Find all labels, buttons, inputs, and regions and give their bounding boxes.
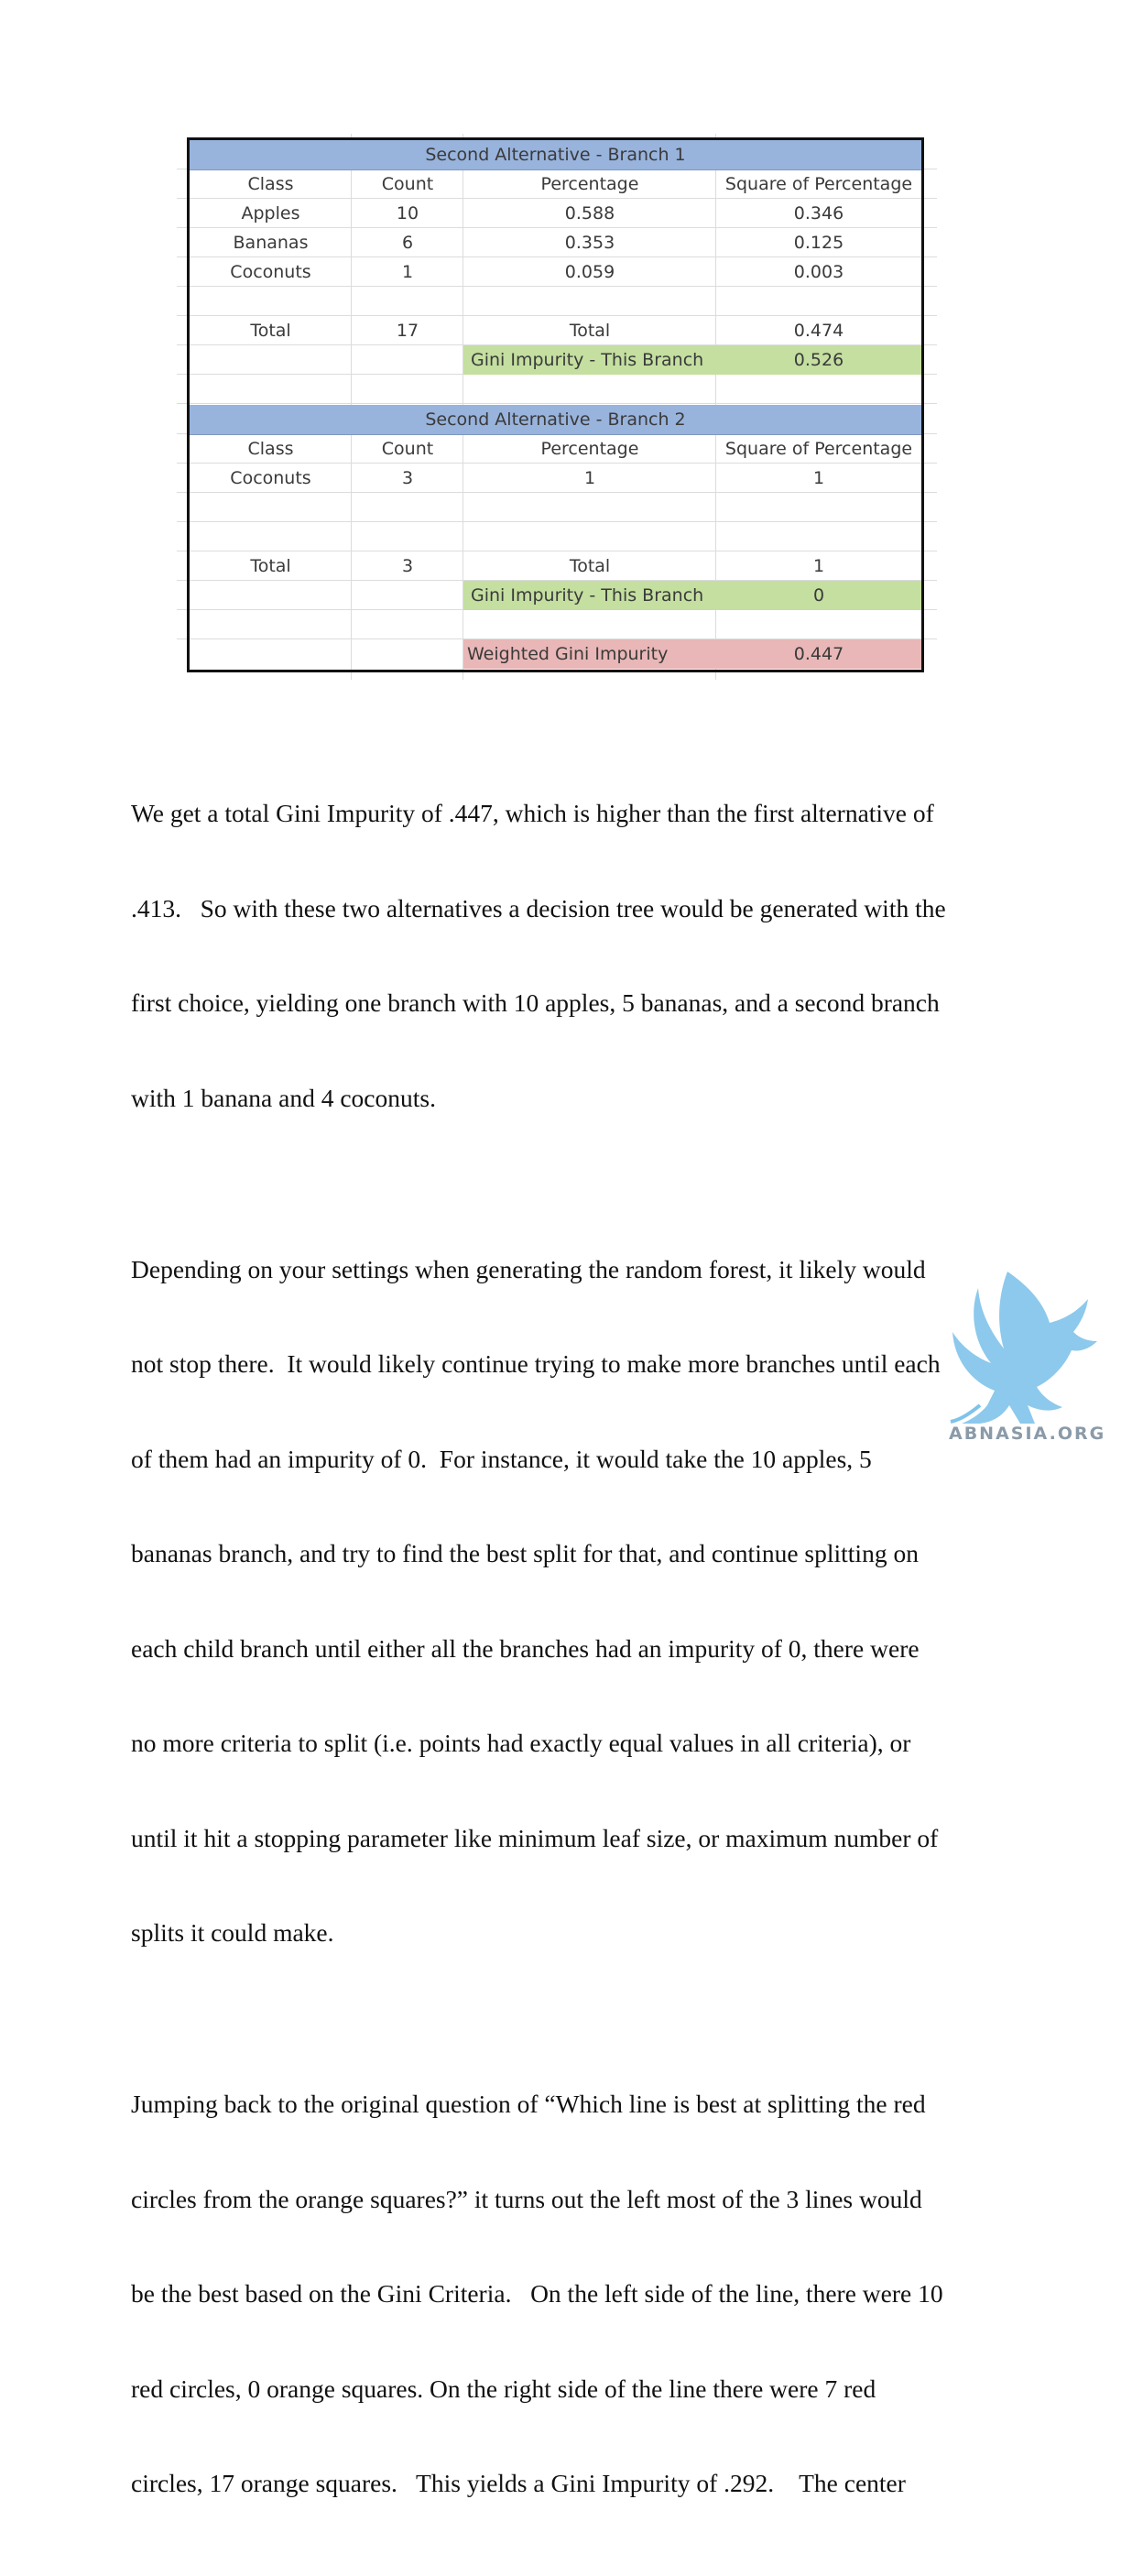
gini-value: 0 (716, 581, 921, 610)
header-percentage: Percentage (540, 174, 639, 194)
class-cell: Coconuts (230, 468, 311, 488)
gini-label: Gini Impurity - This Branch (463, 345, 716, 375)
paragraph (131, 2025, 992, 2563)
header-class: Class (247, 439, 294, 459)
total-label: Total (250, 321, 291, 341)
paragraph (131, 1191, 992, 2013)
text-line: not stop there. It would likely continue trying to make more branches until each (131, 1349, 941, 1378)
header-square: Square of Percentage (724, 439, 913, 459)
branch1-title: Second Alternative - Branch 1 (190, 140, 921, 170)
count-cell: 3 (401, 468, 414, 488)
header-percentage: Percentage (540, 439, 639, 459)
total-label: Total (250, 556, 291, 576)
text-line: Depending on your settings when generating the random forest, it likely would (131, 1254, 926, 1283)
text-line: no more criteria to split (i.e. points had exactly equal values in all criteria), or (131, 1729, 911, 1757)
watermark-text: ABNASIA.ORG (949, 1424, 1106, 1444)
count-cell: 1 (401, 262, 414, 282)
percentage-cell: 1 (583, 468, 596, 488)
square-cell: 0.003 (793, 262, 844, 282)
text-line: red circles, 0 orange squares. On the right side of the line there were 7 red (131, 2374, 876, 2403)
text-line: of them had an impurity of 0. For instance, it would take the 10 apples, 5 (131, 1444, 872, 1473)
body-text (131, 735, 992, 2576)
total-count: 17 (396, 321, 419, 341)
text-line: each child branch until either all the branches had an impurity of 0, there were (131, 1633, 920, 1663)
text-line: until it hit a stopping parameter like minimum leaf size, or maximum number of (131, 1823, 939, 1852)
text-line: circles, 17 orange squares. This yields a Gini Impurity of .292. The center (131, 2469, 906, 2497)
count-cell: 6 (401, 233, 414, 253)
header-square: Square of Percentage (724, 174, 913, 194)
text-line: be the best based on the Gini Criteria. On the left side of the line, there were 10 (131, 2279, 943, 2308)
percentage-cell: 0.353 (564, 233, 615, 253)
square-cell: 0.346 (793, 203, 844, 224)
total-label: Total (569, 556, 611, 576)
gini-impurity-table (177, 134, 937, 680)
gini-value: 0.526 (716, 345, 921, 375)
text-line: We get a total Gini Impurity of .447, which is higher than the first alternative of (131, 799, 934, 827)
text-line: bananas branch, and try to find the best split for that, and continue splitting on (131, 1539, 919, 1567)
text-line: circles from the orange squares?” it turns out the left most of the 3 lines would (131, 2184, 922, 2213)
percentage-cell: 0.588 (564, 203, 615, 224)
square-cell: 1 (812, 468, 825, 488)
text-line: first choice, yielding one branch with 10 apples, 5 bananas, and a second branch (131, 988, 940, 1017)
percentage-cell: 0.059 (564, 262, 615, 282)
weighted-gini-label: Weighted Gini Impurity (463, 639, 716, 669)
square-cell: 0.125 (793, 233, 844, 253)
header-count: Count (381, 439, 434, 459)
total-square: 1 (812, 556, 825, 576)
class-cell: Coconuts (230, 262, 311, 282)
paragraph (131, 735, 992, 1177)
griffin-logo-icon (943, 1268, 1108, 1442)
text-line: .413. So with these two alternatives a decision tree would be generated with the (131, 893, 946, 922)
weighted-gini-value: 0.447 (716, 639, 921, 669)
total-square: 0.474 (793, 321, 844, 341)
class-cell: Apples (241, 203, 300, 224)
table-border (187, 137, 924, 672)
total-count: 3 (401, 556, 414, 576)
gini-label: Gini Impurity - This Branch (463, 581, 716, 610)
header-class: Class (247, 174, 294, 194)
count-cell: 10 (396, 203, 419, 224)
total-label: Total (569, 321, 611, 341)
header-count: Count (381, 174, 434, 194)
text-line: Jumping back to the original question of “Which line is best at splitting the red (131, 2090, 926, 2118)
class-cell: Bananas (233, 233, 309, 253)
branch2-title: Second Alternative - Branch 2 (190, 405, 921, 435)
text-line: with 1 banana and 4 coconuts. (131, 1083, 436, 1112)
text-line: splits it could make. (131, 1918, 334, 1947)
